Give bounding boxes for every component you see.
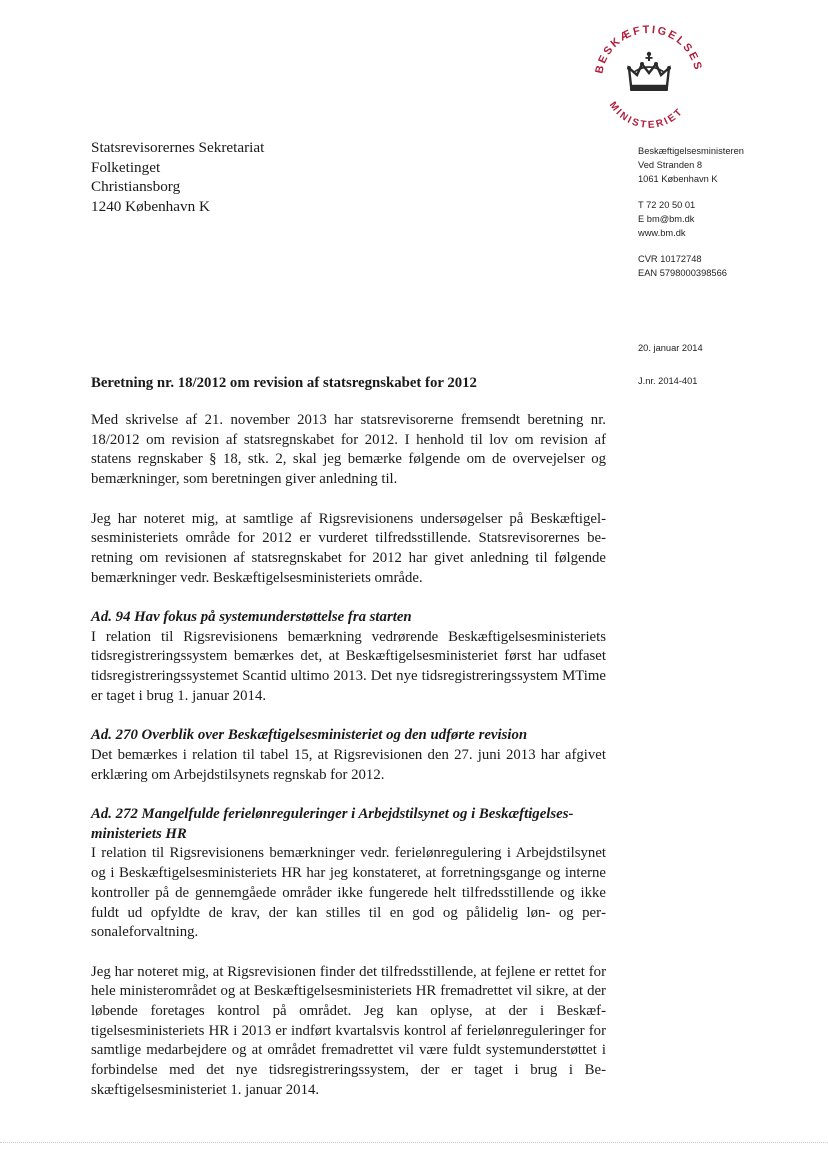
journal-number: J.nr. 2014-401: [638, 376, 698, 386]
logo-arc-text: BESKÆFTIGELSES: [593, 23, 705, 75]
section-heading-270: Ad. 270 Overblik over Beskæftigelsesministeriet og den udførte revision: [91, 727, 528, 744]
recipient-address: [91, 138, 264, 216]
letter-subject: Beretning nr. 18/2012 om revision af statsregnskabet for 2012: [91, 375, 477, 391]
sender-phone: T 72 20 50 01: [638, 200, 696, 210]
section-heading-272: Ad. 272 Mangelfulde ferielønreguleringer i Arbejdstilsynet og i Beskæftigelsesministeriets HR: [91, 806, 574, 842]
section-heading-94: Ad. 94 Hav fokus på systemunderstøttelse fra starten: [91, 609, 412, 625]
recipient-line-4: 1240 København K: [91, 197, 210, 215]
sender-street: Ved Stranden 8: [638, 160, 703, 170]
sender-cvr: CVR 10172748: [638, 254, 702, 264]
recipient-line-3: Christiansborg: [91, 178, 181, 195]
crown-icon: [588, 18, 710, 136]
paragraph-2: Jeg har noteret mig, at samtlige af Rigsrevisionens undersøgelser på Beskæftigelsesministeriets område for 2012 er vurderet tilfredsstillende. Statsrevisorernes beretning om revisionen af statsregnskabet for 2012 har givet anledning til følgende bemærkninger vedr. Beskæftigelsesministeriets område.: [91, 510, 606, 586]
sender-ean: EAN 5798000398566: [638, 268, 727, 278]
sender-city: 1061 København K: [638, 174, 718, 184]
letter-date: 20. januar 2014: [638, 343, 703, 353]
recipient-line-2: Folketinget: [91, 158, 161, 176]
sender-email: E bm@bm.dk: [638, 214, 695, 224]
paragraph-1: Med skrivelse af 21. november 2013 har statsrevisorerne fremsendt beretning nr. 18/2012 om revision af statsregnskabet for 2012. I henhold til lov om revision af statens regnskaber § 18, stk. 2, skal jeg bemærke følgende om de overvejelser og bemærkninger, som beretningen giver anledning til.: [91, 412, 606, 488]
recipient-line-1: Statsrevisorernes Sekretariat: [91, 139, 265, 156]
section-270: [91, 726, 606, 785]
paragraph-6: Jeg har noteret mig, at Rigsrevisionen finder det tilfredsstillende, at fejlene er rettet for hele ministerområdet og at Beskæftigelsesministeriets HR fremadrettet vil sikre, at der løbende foretages kontrol på området. Jeg kan oplyse, at der i Beskæftigelsesministeriets HR i 2013 er indført kvartalsvis kontrol af ferielønreguleringer for samtlige medarbejdere og at området fremadrettet vil være fuldt systemunderstøttet i forbindelse med det nye tidsregistreringssystem, der er taget i brug i Beskæftigelsesministeriet 1. januar 2014.: [91, 963, 606, 1098]
logo-lower-arc-text: MINISTERIET: [606, 99, 687, 131]
sender-block: [638, 144, 744, 280]
section-text-270: Det bemærkes i relation til tabel 15, at Rigsrevisionen den 27. juni 2013 har afgivet erklæring om Arbejdstilsynets regnskab for 2012.: [91, 746, 606, 783]
sender-web: www.bm.dk: [638, 228, 686, 238]
sender-name: Beskæftigelsesministeren: [638, 146, 744, 156]
section-94: [91, 608, 606, 707]
letter-body: [91, 411, 606, 1101]
section-text-94: I relation til Rigsrevisionens bemærkning vedrørende Beskæftigelsesministeriets tidsregistreringssystem bemærkes det, at Beskæftigelsesministeriet først har udfaset tidsregistreringssystemet Scantid ultimo 2013. Det nye tidsregistreringssystem MTime er taget i brug 1. januar 2014.: [91, 628, 606, 704]
svg-text:MINISTERIET: [607, 100, 686, 131]
section-272: [91, 805, 606, 943]
ministry-logo: [588, 18, 710, 136]
page-bottom-divider: [0, 1142, 828, 1143]
section-text-272: I relation til Rigsrevisionens bemærkninger vedr. ferielønregulering i Arbejdstilsynet og i Beskæftigelsesministeriets HR har jeg konstateret, at forretningsgange og interne kontroller på de gennemgåede områder ikke fungerede helt tilfredsstillende og ikke fuldt ud opfyldte de krav, der kan stilles til en god og pålidelig løn- og personaleforvaltning.: [91, 845, 606, 941]
